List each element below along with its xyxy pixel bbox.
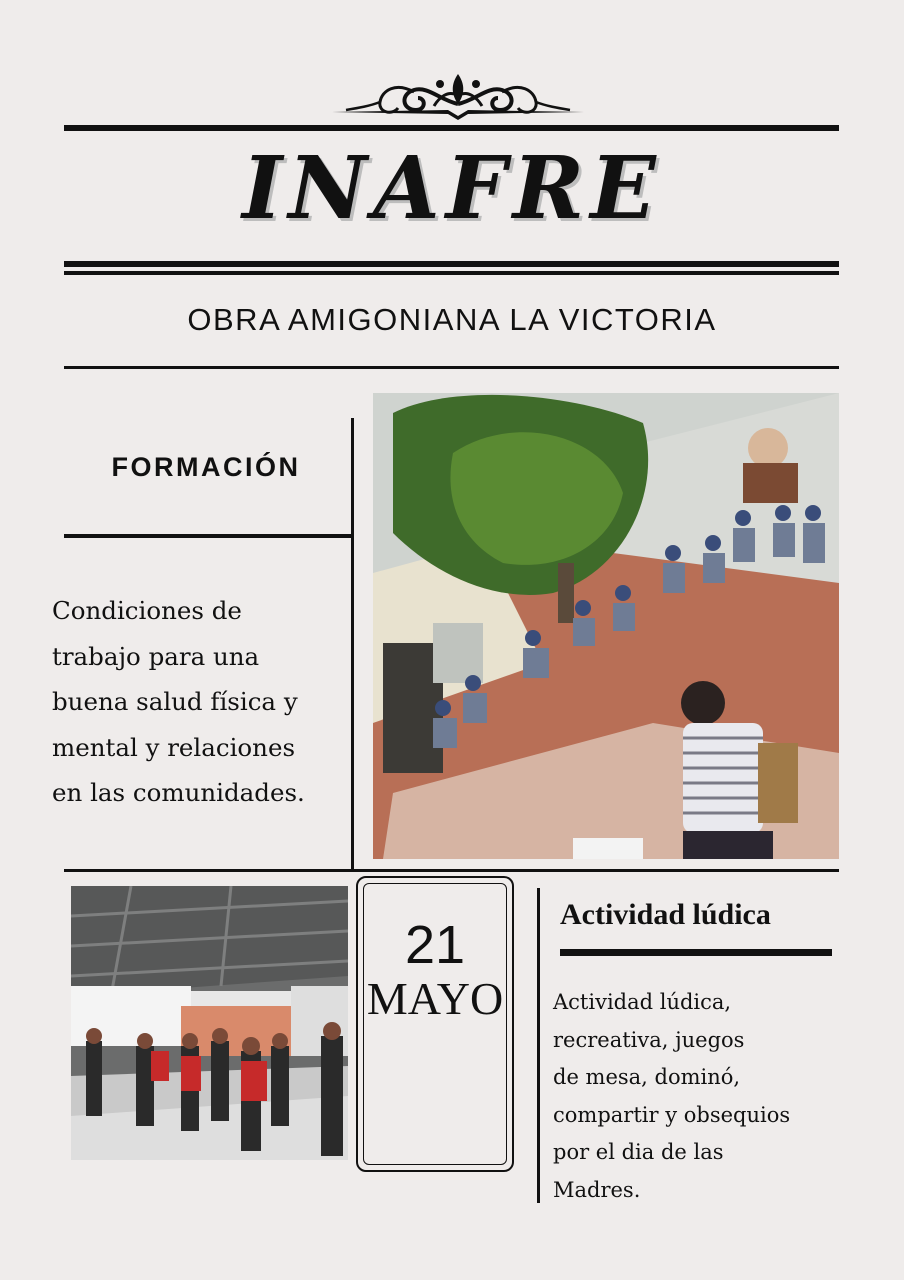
body-line: Madres. — [553, 1177, 641, 1202]
body-line: mental y relaciones — [52, 732, 296, 762]
section-heading-rule — [64, 534, 352, 538]
masthead-top-rule — [64, 125, 839, 131]
subtitle: OBRA AMIGONIANA LA VICTORIA — [187, 302, 717, 337]
body-line: recreativa, juegos — [553, 1027, 745, 1052]
masthead-title: INAFRE — [242, 138, 662, 239]
section-heading: FORMACIÓN — [111, 452, 301, 482]
event-heading: Actividad lúdica — [560, 898, 771, 931]
body-line: por el dia de las — [553, 1140, 724, 1164]
body-line: compartir y obsequios — [553, 1102, 791, 1127]
event-body — [553, 984, 843, 1209]
body-line: Actividad lúdica, — [553, 990, 732, 1014]
body-line: Condiciones de — [52, 596, 242, 625]
event-heading-rule — [560, 949, 832, 956]
dance-hall-photo — [71, 886, 348, 1160]
flourish-ornament-icon — [330, 70, 586, 122]
subtitle-rule — [64, 366, 839, 369]
body-line: de mesa, dominó, — [553, 1065, 741, 1089]
body-line: en las comunidades. — [52, 778, 305, 807]
body-line: trabajo para una — [52, 641, 260, 671]
masthead-bottom-rule-2 — [64, 271, 839, 275]
event-column-divider — [537, 888, 540, 1203]
section-body — [52, 588, 348, 816]
date-month: MAYO — [366, 973, 504, 1024]
date-day: 21 — [404, 915, 466, 975]
masthead-bottom-rule-1 — [64, 261, 839, 267]
body-line: buena salud física y — [52, 687, 298, 716]
courtyard-photo — [373, 393, 839, 859]
column-divider-vertical — [351, 418, 354, 870]
row-divider — [64, 869, 839, 872]
